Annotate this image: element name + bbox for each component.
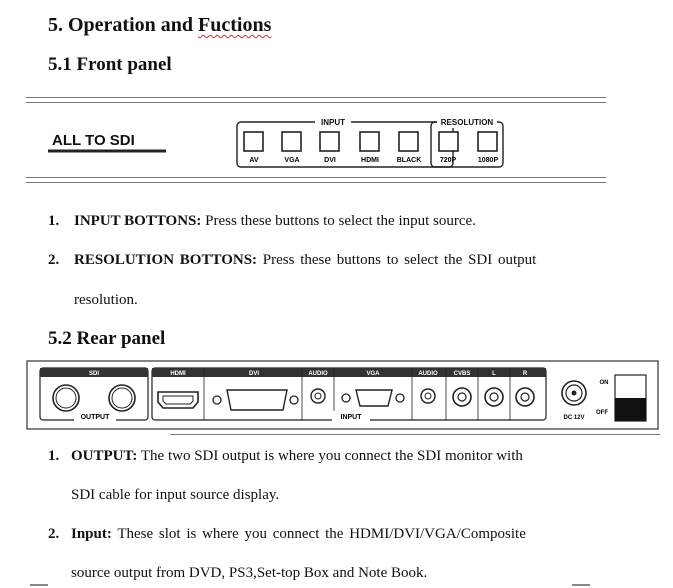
input-group-label: INPUT	[321, 118, 345, 127]
rear-item-1-label: OUTPUT:	[71, 448, 138, 464]
section-title	[48, 14, 271, 37]
front-panel-heading: 5.1 Front panel	[48, 54, 172, 75]
front-black-label: BLACK	[396, 157, 422, 164]
section-title-prefix: 5. Operation and	[48, 14, 199, 36]
rear-panel-shadow	[170, 431, 660, 435]
cvbs-port[interactable]	[453, 388, 471, 406]
power-switch[interactable]	[615, 375, 646, 421]
front-720p-button[interactable]	[439, 132, 458, 151]
front-item-1	[48, 212, 476, 230]
switch-off-label: OFF	[596, 410, 608, 416]
rear-item-2-text: These slot is where you connect the HDMI/DVI/VGA/Composite	[111, 526, 526, 542]
rear-item-2-number: 2.	[48, 526, 60, 542]
front-av-button[interactable]	[244, 132, 263, 151]
dc-power-pin	[572, 391, 577, 396]
sdi-output-2-port[interactable]	[109, 385, 135, 411]
hdmi-label: HDMI	[170, 371, 186, 377]
dc-label: DC 12V	[563, 415, 585, 421]
r-label: R	[522, 371, 528, 377]
sdi-output-1-port[interactable]	[53, 385, 79, 411]
rear-input-label: INPUT	[340, 414, 362, 421]
rear-panel-diagram	[26, 360, 660, 432]
audio-port-2[interactable]	[421, 389, 435, 403]
front-item-2	[48, 251, 536, 269]
rear-item-1-continued: SDI cable for input source display.	[71, 487, 280, 503]
section-title-word: Fuctions	[198, 14, 272, 36]
front-item-2-continued: resolution.	[74, 292, 138, 308]
rear-item-2-label: Input:	[71, 526, 112, 542]
front-dvi-button[interactable]	[320, 132, 339, 151]
hdmi-port[interactable]	[158, 392, 198, 408]
l-label: L	[492, 371, 496, 377]
audio-r-port[interactable]	[516, 388, 534, 406]
page-corner-mark-right	[572, 584, 590, 586]
output-label: OUTPUT	[80, 414, 110, 421]
dvi-port[interactable]	[227, 390, 287, 410]
front-1080p-button[interactable]	[478, 132, 497, 151]
front-brand-label: ALL TO SDI	[52, 132, 135, 149]
vga-port[interactable]	[356, 390, 392, 406]
front-item-2-text: Press these buttons to select the SDI output	[257, 252, 537, 268]
front-hdmi-label: HDMI	[361, 157, 379, 164]
page-corner-mark-left	[30, 584, 48, 586]
front-panel-top-rule	[26, 97, 606, 103]
front-dvi-label: DVI	[324, 157, 336, 164]
front-vga-label: VGA	[284, 157, 300, 164]
front-720p-label: 720P	[439, 157, 457, 164]
front-panel-bottom-rule	[26, 177, 606, 183]
audio-label-1: AUDIO	[308, 371, 328, 377]
audio-l-port[interactable]	[485, 388, 503, 406]
resolution-group-label: RESOLUTION	[440, 118, 494, 127]
front-panel-diagram	[26, 105, 608, 177]
cvbs-label: CVBS	[453, 371, 471, 377]
rear-item-1	[48, 447, 523, 465]
rear-panel-heading: 5.2 Rear panel	[48, 328, 166, 349]
front-hdmi-button[interactable]	[360, 132, 379, 151]
front-av-label: AV	[249, 157, 259, 164]
input-header	[152, 368, 546, 377]
audio-label-2: AUDIO	[418, 371, 438, 377]
switch-on-label: ON	[599, 380, 609, 386]
front-item-1-label: INPUT BOTTONS:	[74, 213, 202, 229]
front-item-2-label: RESOLUTION BOTTONS:	[74, 252, 258, 268]
front-black-button[interactable]	[399, 132, 418, 151]
rear-item-1-text: The two SDI output is where you connect the SDI monitor with	[137, 448, 523, 464]
sdi-label: SDI	[88, 371, 100, 377]
front-vga-button[interactable]	[282, 132, 301, 151]
audio-port-1[interactable]	[311, 389, 325, 403]
front-item-2-number: 2.	[48, 252, 60, 268]
front-1080p-label: 1080P	[477, 157, 499, 164]
front-item-1-number: 1.	[48, 213, 60, 229]
rear-item-2-continued: source output from DVD, PS3,Set-top Box and Note Book.	[71, 565, 428, 581]
vga-label: VGA	[366, 371, 380, 377]
rear-item-2	[48, 525, 526, 543]
rear-item-1-number: 1.	[48, 448, 60, 464]
front-item-1-text: Press these buttons to select the input source.	[201, 213, 476, 229]
dvi-label: DVI	[248, 371, 260, 377]
